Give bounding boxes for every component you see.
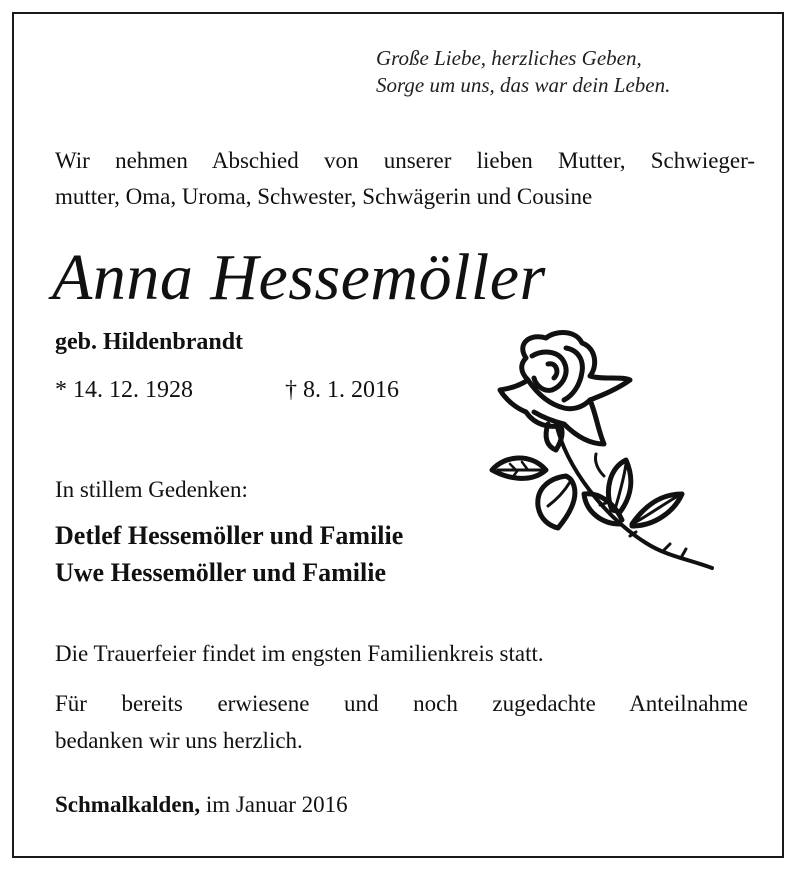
thanks-line-1: Für bereits erwiesene und noch zugedachte Anteilnahme (55, 691, 748, 716)
death-date: † 8. 1. 2016 (285, 377, 399, 403)
thanks-line-2: bedanken wir uns herzlich. (55, 728, 303, 753)
closing-place: Schmalkalden, (55, 792, 201, 817)
motto-line-2: Sorge um uns, das war dein Leben. (376, 73, 671, 97)
motto-verse (376, 45, 670, 99)
thanks-text (55, 685, 748, 759)
mourner-name: Uwe Hessemöller und Familie (55, 558, 386, 587)
closing-date: im Januar 2016 (200, 792, 348, 817)
birth-date: * 14. 12. 1928 (55, 377, 193, 403)
intro-line-2: mutter, Oma, Uroma, Schwester, Schwägerin und Cousine (55, 184, 593, 209)
maiden-name: geb. Hildenbrandt (55, 329, 244, 355)
mourners-list (55, 517, 403, 591)
mourner-name: Detlef Hessemöller und Familie (55, 521, 404, 550)
closing-line (55, 788, 348, 822)
deceased-name: Anna Hessemöller (52, 241, 546, 314)
motto-line-1: Große Liebe, herzliches Geben, (376, 46, 642, 70)
intro-line-1: Wir nehmen Abschied von unserer lieben Mutter, Schwieger- (55, 148, 755, 173)
memorial-heading: In stillem Gedenken: (55, 477, 248, 502)
rose-icon (486, 328, 718, 574)
intro-text (55, 143, 755, 215)
service-note: Die Trauerfeier findet im engsten Familienkreis statt. (55, 641, 544, 666)
